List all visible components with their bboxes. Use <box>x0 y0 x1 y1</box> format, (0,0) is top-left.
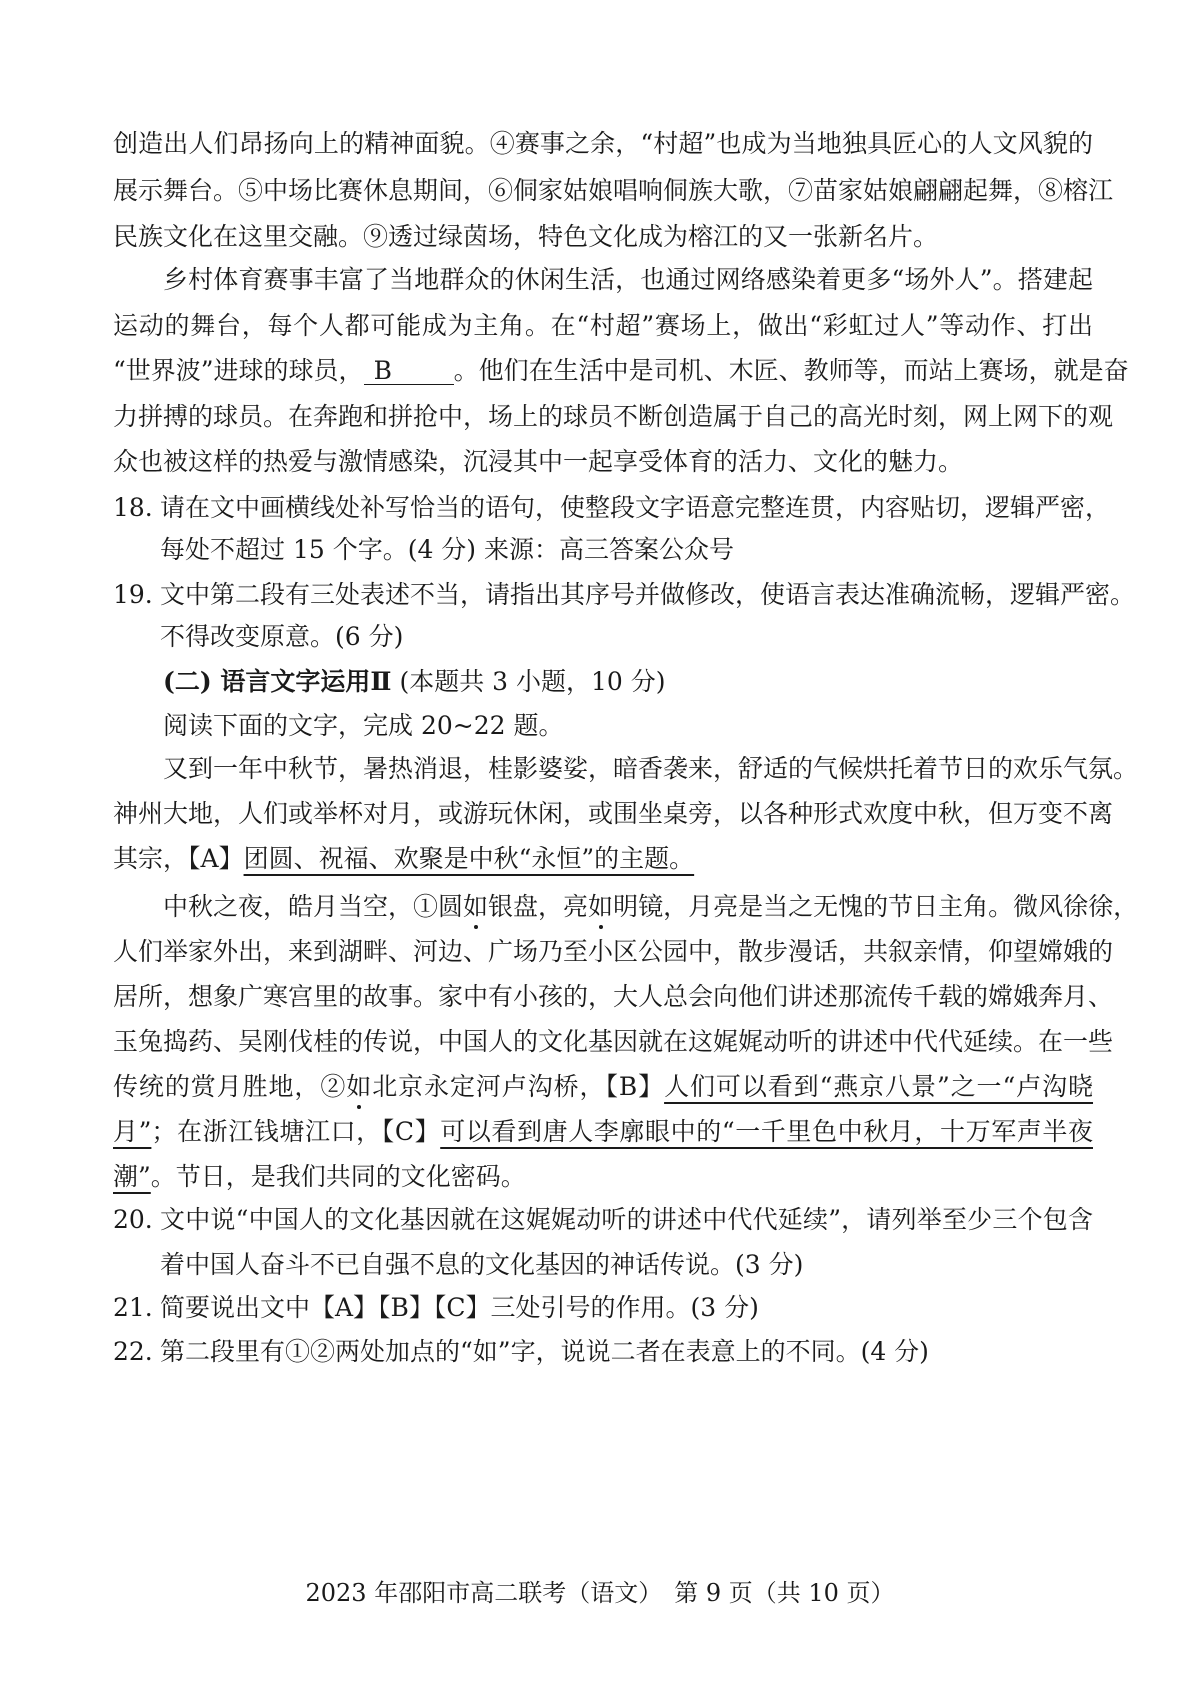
question-21-text: 简要说出文中【A】【B】【C】三处引号的作用。(3 分) <box>160 1293 759 1322</box>
passage-line: 乡村体育赛事丰富了当地群众的休闲生活，也通过网络感染着更多“场外人”。搭建起 <box>163 265 1093 294</box>
passage-line: 传统的赏月胜地，②如北京永定河卢沟桥，【B】人们可以看到“燕京八景”之一“卢沟晓 <box>113 1070 1093 1104</box>
underlined-quote-a: 团圆、祝福、欢聚是中秋“永恒”的主题。 <box>243 844 695 873</box>
underlined-quote-b: 人们可以看到“燕京八景”之一“卢沟晓 <box>664 1072 1094 1101</box>
answer-blank-b: B <box>364 358 454 385</box>
question-20-text: 文中说“中国人的文化基因就在这娓娓动听的讲述中代代延续”，请列举至少三个包含 <box>160 1205 1093 1234</box>
passage-line: 居所，想象广寒宫里的故事。家中有小孩的，大人总会向他们讲述那流传千载的嫦娥奔月、 <box>113 982 1114 1011</box>
question-19-text: 文中第二段有三处表述不当，请指出其序号并做修改，使语言表达准确流畅，逻辑严密。 <box>160 580 1136 609</box>
dotted-character-1b: 如 <box>588 890 613 924</box>
section-heading <box>163 665 1093 699</box>
underlined-quote-b-end: 月” <box>113 1117 152 1146</box>
question-18-text: 每处不超过 15 个字。(4 分) 来源：高三答案公众号 <box>160 535 735 564</box>
question-number-19: 19. <box>113 580 153 609</box>
passage-line: 潮”。节日，是我们共同的文化密码。 <box>113 1162 526 1191</box>
question-number-18: 18. <box>113 493 153 522</box>
section-instruction: 阅读下面的文字，完成 20~22 题。 <box>163 711 564 740</box>
question-20-text: 着中国人奋斗不已自强不息的文化基因的神话传说。(3 分) <box>160 1250 804 1279</box>
underlined-quote-c-end: 潮” <box>113 1162 151 1191</box>
question-number-22: 22. <box>113 1337 153 1366</box>
section-note: (本题共 3 小题，10 分) <box>399 667 666 696</box>
passage-line: 展示舞台。⑤中场比赛休息期间，⑥侗家姑娘唱响侗族大歌，⑦苗家姑娘翩翩起舞，⑧榕江 <box>113 176 1114 205</box>
question-19-text: 不得改变原意。(6 分) <box>160 622 404 651</box>
passage-line: 众也被这样的热爱与激情感染，沉浸其中一起享受体育的活力、文化的魅力。 <box>113 447 964 476</box>
passage-line: 中秋之夜，皓月当空，①圆如银盘，亮如明镜，月亮是当之无愧的节日主角。微风徐徐， <box>163 890 1093 924</box>
question-number-20: 20. <box>113 1205 153 1234</box>
passage-line: 其宗，【A】团圆、祝福、欢聚是中秋“永恒”的主题。 <box>113 844 695 873</box>
page-footer: 2023 年邵阳市高二联考（语文） 第 9 页（共 10 页） <box>305 1579 895 1607</box>
passage-line-with-blank: “世界波”进球的球员， B 。他们在生活中是司机、木匠、教师等，而站上赛场，就是奋 <box>113 356 1129 385</box>
passage-line: 民族文化在这里交融。⑨透过绿茵场，特色文化成为榕江的又一张新名片。 <box>113 222 939 251</box>
passage-line: 运动的舞台，每个人都可能成为主角。在“村超”赛场上，做出“彩虹过人”等动作、打出 <box>113 311 1093 340</box>
dotted-character-2: 如 <box>346 1070 371 1104</box>
passage-line: 月”；在浙江钱塘江口，【C】可以看到唐人李廓眼中的“一千里色中秋月，十万军声半夜 <box>113 1117 1093 1146</box>
question-number-21: 21. <box>113 1293 153 1322</box>
dotted-character-1: 如 <box>463 890 488 924</box>
passage-line: 人们举家外出，来到湖畔、河边、广场乃至小区公园中，散步漫话，共叙亲情，仰望嫦娥的 <box>113 937 1114 966</box>
question-18-text: 请在文中画横线处补写恰当的语句，使整段文字语意完整连贯，内容贴切，逻辑严密， <box>160 493 1111 522</box>
question-22-text: 第二段里有①②两处加点的“如”字，说说二者在表意上的不同。(4 分) <box>160 1337 929 1366</box>
underlined-quote-c: 可以看到唐人李廓眼中的“一千里色中秋月，十万军声半夜 <box>440 1117 1093 1146</box>
passage-line: 玉兔捣药、吴刚伐桂的传说，中国人的文化基因就在这娓娓动听的讲述中代代延续。在一些 <box>113 1027 1114 1056</box>
passage-line: 创造出人们昂扬向上的精神面貌。④赛事之余，“村超”也成为当地独具匠心的人文风貌的 <box>113 129 1093 158</box>
section-title: (二) 语言文字运用Ⅱ <box>163 667 392 696</box>
passage-line: 力拼搏的球员。在奔跑和拼抢中，场上的球员不断创造属于自己的高光时刻，网上网下的观 <box>113 402 1114 431</box>
passage-line: 神州大地，人们或举杯对月，或游玩休闲，或围坐桌旁，以各种形式欢度中秋，但万变不离 <box>113 799 1114 828</box>
passage-line: 又到一年中秋节，暑热消退，桂影婆娑，暗香袭来，舒适的气候烘托着节日的欢乐气氛。 <box>163 754 1139 783</box>
